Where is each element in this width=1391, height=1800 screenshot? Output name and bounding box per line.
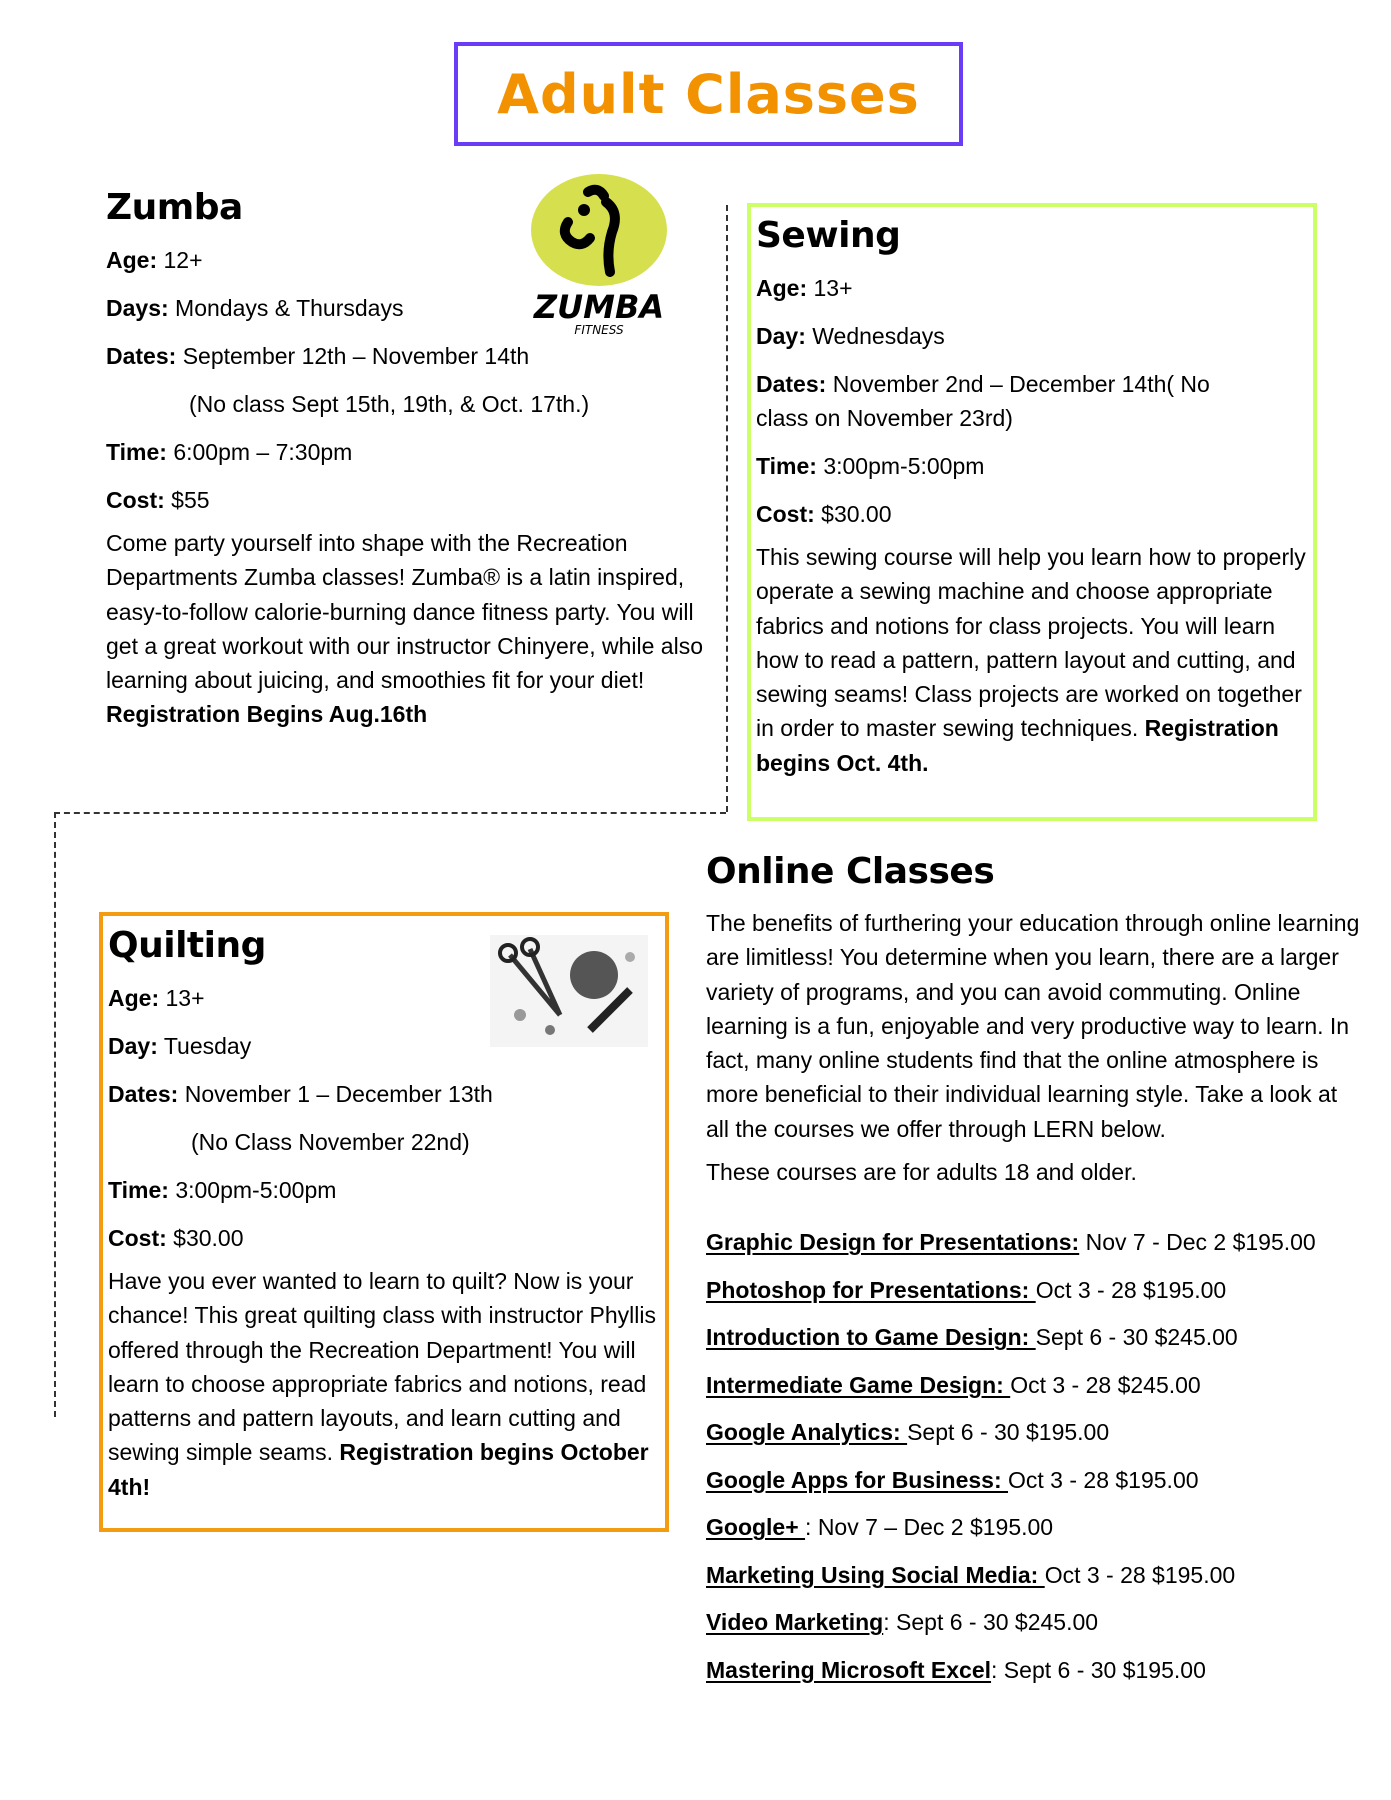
- sewing-dates: Dates: November 2nd – December 14th( No class on November 23rd): [756, 371, 1210, 431]
- course-details: : Sept 6 - 30 $195.00: [991, 1656, 1206, 1683]
- divider-vertical: [726, 205, 728, 812]
- quilting-time: Time: 3:00pm-5:00pm: [108, 1177, 337, 1203]
- online-heading: Online Classes: [706, 851, 995, 892]
- course-item: [706, 1658, 1366, 1682]
- sewing-cost: Cost: $30.00: [756, 501, 892, 527]
- zumba-dates: Dates: September 12th – November 14th: [106, 343, 530, 369]
- quilting-day: Day: Tuesday: [108, 1033, 252, 1059]
- sewing-day: Day: Wednesdays: [756, 323, 945, 349]
- course-name[interactable]: Google Analytics:: [706, 1419, 908, 1446]
- sewing-supplies-image: [490, 935, 648, 1047]
- sewing-heading: Sewing: [756, 215, 901, 256]
- course-list: [706, 1230, 1366, 1682]
- title-box: [454, 42, 963, 146]
- course-name[interactable]: Intermediate Game Design:: [706, 1371, 1011, 1398]
- course-item: [706, 1278, 1366, 1302]
- course-name[interactable]: Graphic Design for Presentations:: [706, 1229, 1080, 1256]
- course-details: Oct 3 - 28 $245.00: [1010, 1371, 1201, 1398]
- quilting-age: Age: 13+: [108, 985, 205, 1011]
- course-name[interactable]: Marketing Using Social Media:: [706, 1561, 1045, 1588]
- quilting-dates: Dates: November 1 – December 13th: [108, 1081, 493, 1107]
- divider-left: [54, 812, 56, 1417]
- course-item: [706, 1468, 1366, 1492]
- course-item: [706, 1610, 1366, 1634]
- quilting-description: Have you ever wanted to learn to quilt? Now is your chance! This great quilting class with instructor Phyllis offered through the Recreation Department! You will learn to choose appropriate fabrics and notions, read patterns and pattern layouts, and learn cutting and sewing simple seams. Registration begins October 4th!: [108, 1268, 656, 1500]
- course-details: Nov 7 - Dec 2 $195.00: [1079, 1229, 1316, 1256]
- course-item: [706, 1373, 1366, 1397]
- course-details: Sept 6 - 30 $245.00: [1035, 1324, 1238, 1351]
- course-item: [706, 1230, 1366, 1254]
- quilting-cost: Cost: $30.00: [108, 1225, 244, 1251]
- zumba-time: Time: 6:00pm – 7:30pm: [106, 439, 353, 465]
- quilting-registration: Registration begins October 4th!: [108, 1439, 649, 1500]
- zumba-registration: Registration Begins Aug.16th: [106, 701, 428, 728]
- zumba-note: (No class Sept 15th, 19th, & Oct. 17th.): [189, 391, 590, 417]
- zumba-cost: Cost: $55: [106, 487, 210, 513]
- course-details: Oct 3 - 28 $195.00: [1044, 1561, 1236, 1588]
- course-name[interactable]: Mastering Microsoft Excel: [706, 1656, 992, 1683]
- quilting-note: (No Class November 22nd): [191, 1129, 470, 1155]
- sewing-registration: Registration begins Oct. 4th.: [756, 715, 1279, 776]
- zumba-heading: Zumba: [106, 187, 243, 228]
- course-details: : Sept 6 - 30 $245.00: [883, 1609, 1099, 1636]
- sewing-age: Age: 13+: [756, 275, 853, 301]
- course-name[interactable]: Introduction to Game Design:: [706, 1324, 1036, 1351]
- course-item: [706, 1563, 1366, 1587]
- course-name[interactable]: Video Marketing: [706, 1609, 884, 1636]
- course-name[interactable]: Google Apps for Business:: [706, 1466, 1009, 1493]
- course-item: [706, 1325, 1366, 1349]
- quilting-heading: Quilting: [108, 925, 266, 966]
- online-section: [706, 850, 1366, 1682]
- course-details: : Nov 7 – Dec 2 $195.00: [805, 1514, 1054, 1541]
- online-age-note: These courses are for adults 18 and older.: [706, 1159, 1137, 1186]
- zumba-description: Come party yourself into shape with the Recreation Departments Zumba classes! Zumba® is a latin inspired, easy-to-follow calorie-burning dance fitness party. You will get a great workout with our instructor Chinyere, while also learning about juicing, and smoothies fit for your diet!: [106, 530, 704, 694]
- zumba-logo: [528, 172, 670, 337]
- course-name[interactable]: Photoshop for Presentations:: [706, 1276, 1036, 1303]
- sewing-description: This sewing course will help you learn how to properly operate a sewing machine and choose appropriate fabrics and notions for class projects. You will learn how to read a pattern, pattern layout and cutting, and sewing seams! Class projects are worked on together in order to master sewing techniques. Registration begins Oct. 4th.: [756, 544, 1306, 776]
- course-item: [706, 1420, 1366, 1444]
- svg-text:ZUMBA: ZUMBA: [533, 288, 665, 326]
- course-details: Oct 3 - 28 $195.00: [1035, 1276, 1227, 1303]
- course-details: Oct 3 - 28 $195.00: [1008, 1466, 1199, 1493]
- online-description: The benefits of furthering your education through online learning are limitless! You determine when you learn, there are a larger variety of programs, and you can avoid commuting. Online learning is a fun, enjoyable and very productive way to learn. In fact, many online students find that the online atmosphere is more beneficial to their individual learning style. Take a look at all the courses we offer through LERN below.: [706, 910, 1360, 1142]
- page-title: Adult Classes: [497, 62, 920, 126]
- course-item: [706, 1515, 1366, 1539]
- zumba-days: Days: Mondays & Thursdays: [106, 295, 404, 321]
- course-details: Sept 6 - 30 $195.00: [907, 1419, 1110, 1446]
- sewing-section: [756, 214, 1316, 780]
- zumba-age: Age: 12+: [106, 247, 203, 273]
- svg-text:FITNESS: FITNESS: [574, 323, 624, 337]
- course-name[interactable]: Google+: [706, 1514, 806, 1541]
- sewing-time: Time: 3:00pm-5:00pm: [756, 453, 985, 479]
- divider-horizontal: [54, 812, 726, 814]
